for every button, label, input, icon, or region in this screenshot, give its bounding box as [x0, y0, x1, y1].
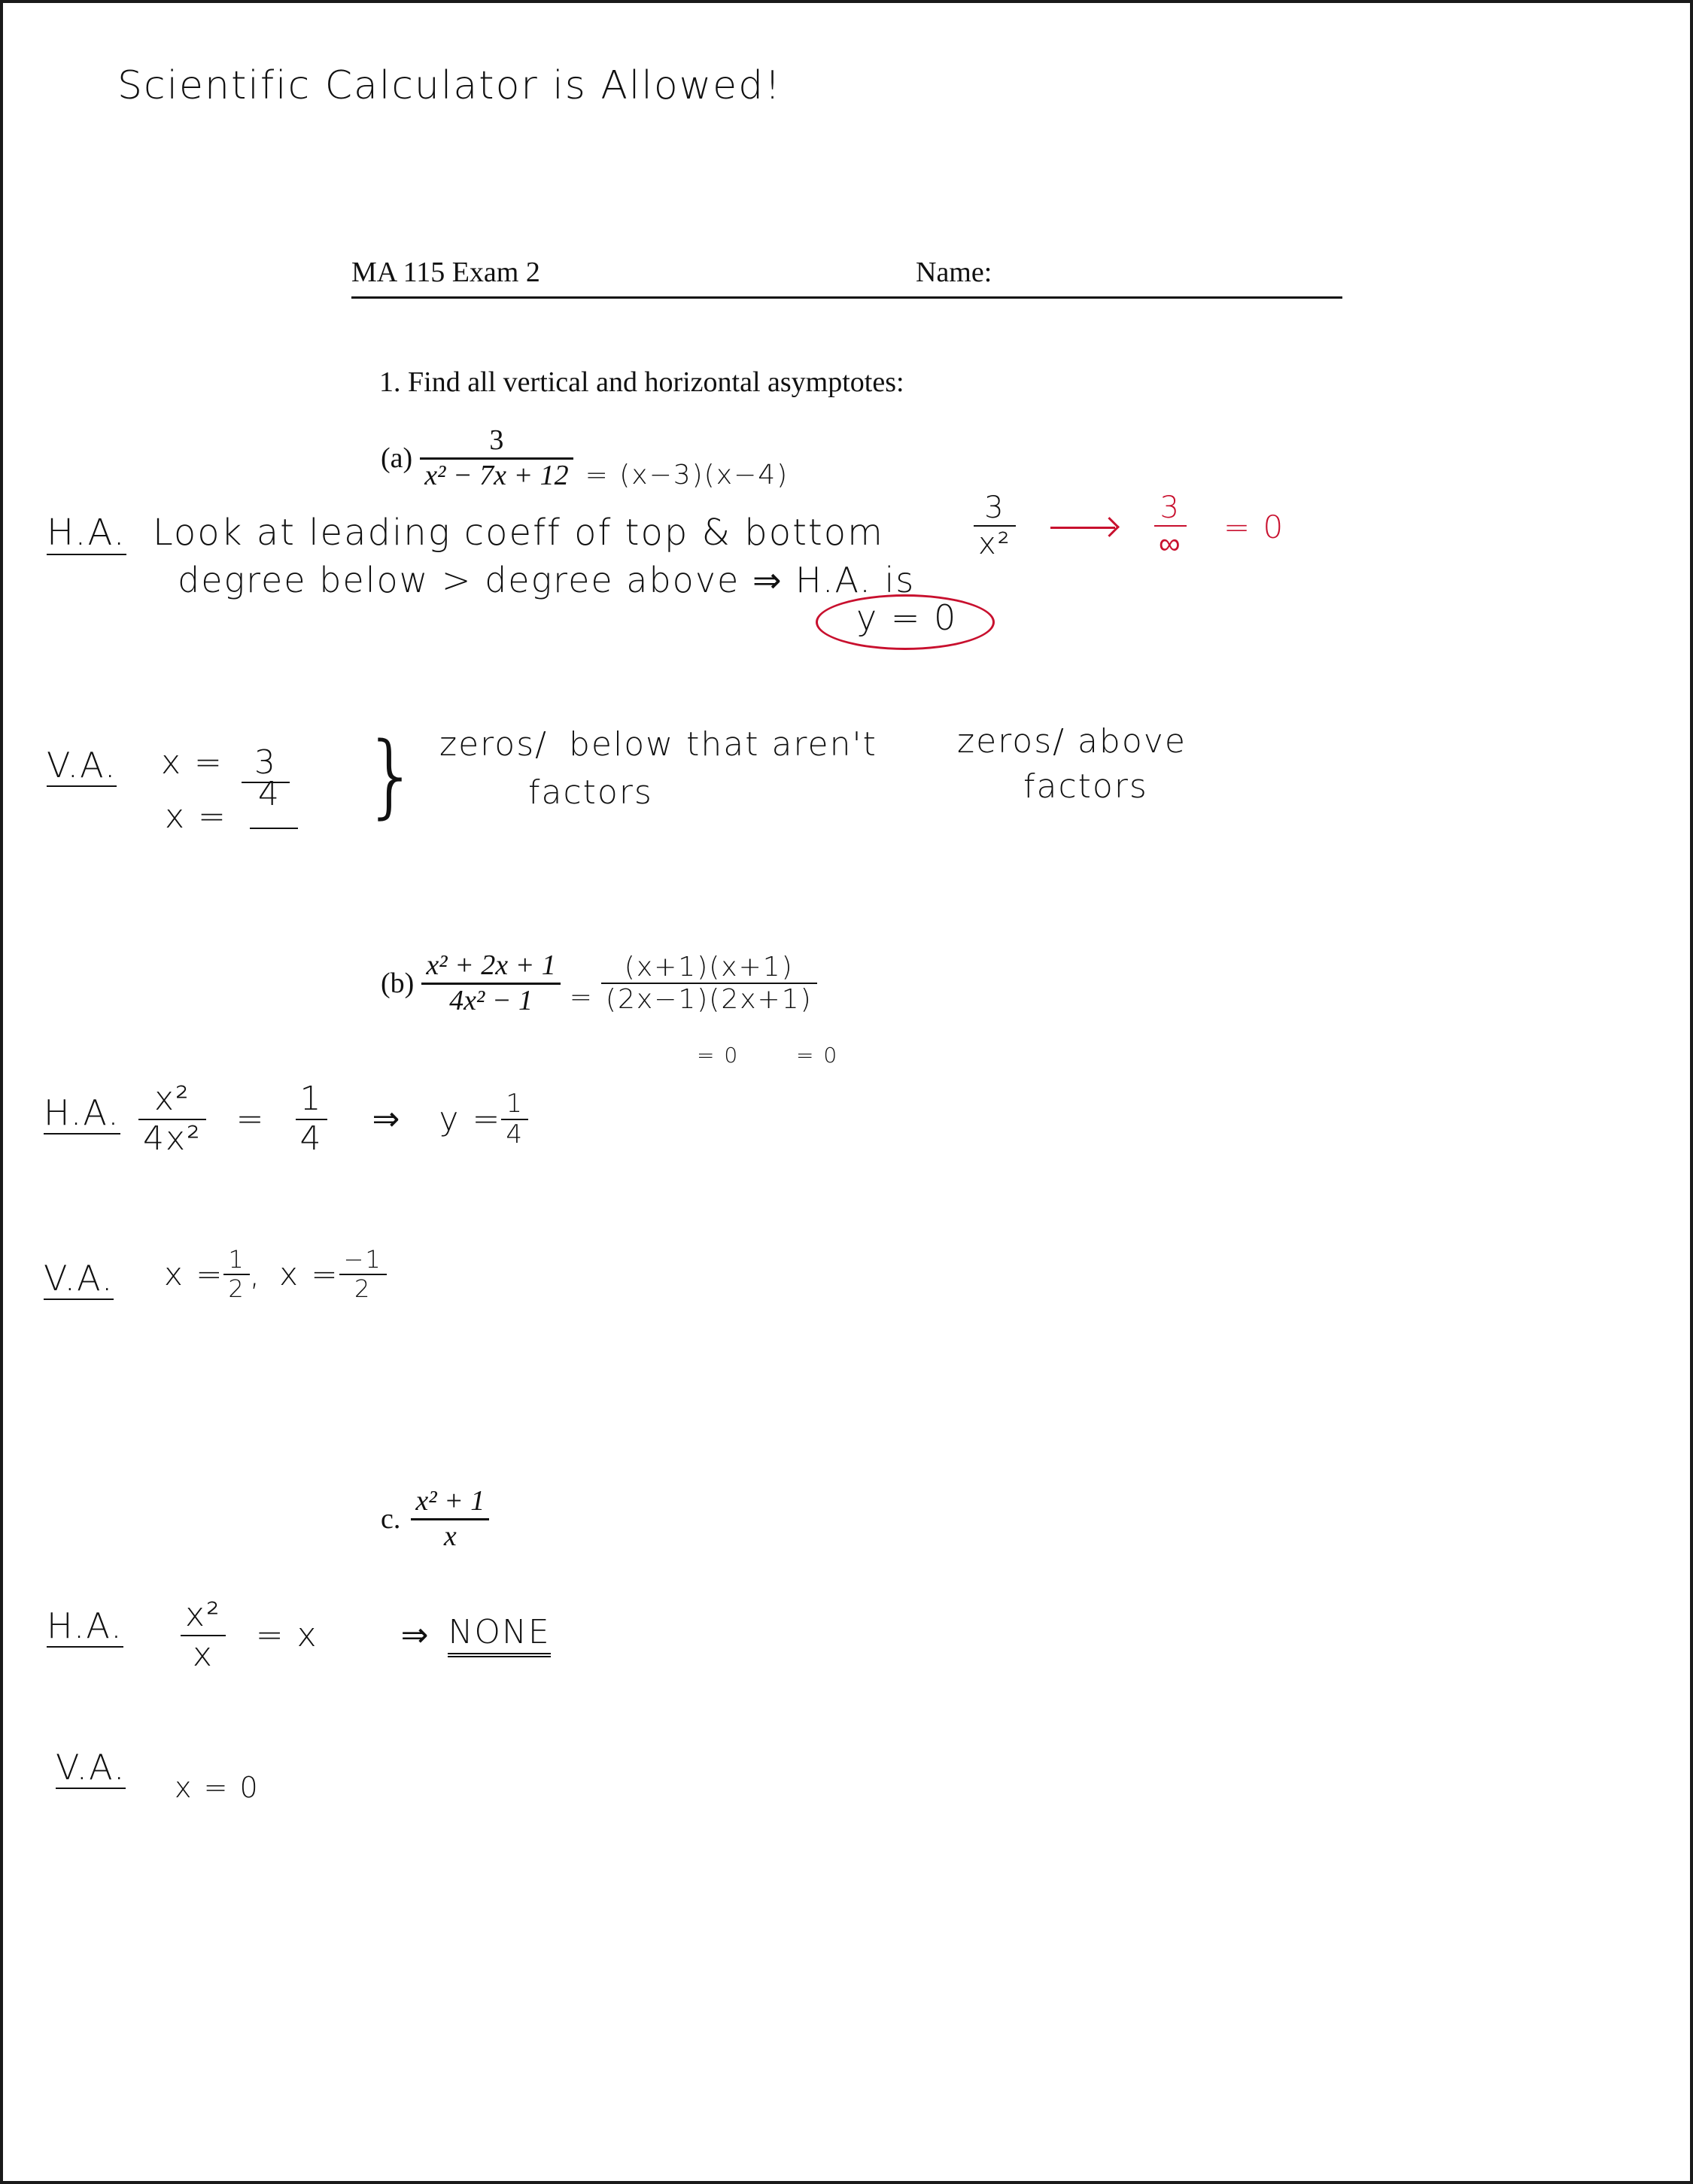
zero-mark-2: = 0 — [796, 1043, 839, 1068]
part-a-expression — [381, 424, 789, 492]
va-note2-above: above — [1077, 722, 1187, 761]
va2-lhs: x = — [279, 1256, 339, 1293]
red-num: 3 — [1160, 491, 1181, 525]
part-b-factored-num: (x+1)(x+1) — [624, 951, 794, 983]
va1-frac — [223, 1246, 249, 1303]
part-b-ha-frac — [138, 1080, 206, 1158]
question-prompt — [379, 366, 904, 399]
ha-eq: = — [236, 1100, 266, 1139]
part-c-va-label: V.A. — [56, 1747, 126, 1788]
brace-icon: } — [363, 724, 421, 828]
side-fraction-inner — [974, 491, 1016, 561]
red-fraction — [1154, 491, 1187, 561]
header-rule — [351, 296, 1342, 299]
side-fraction — [974, 491, 1016, 561]
part-b-expression — [381, 949, 817, 1017]
part-b-ha-label: H.A. — [44, 1092, 120, 1133]
va-eq2-val: 4 — [257, 775, 281, 813]
part-a-va-note1-sub: factors — [528, 773, 653, 812]
part-c-expression — [381, 1485, 489, 1553]
part-c-ha-label-wrap — [47, 1605, 123, 1646]
red-result: = 0 — [1223, 509, 1285, 545]
part-a-va-label: V.A. — [47, 745, 117, 785]
part-b-va-label-wrap — [44, 1258, 114, 1299]
implies-icon: ⇒ — [372, 1100, 402, 1139]
part-a-ha-answer: y = 0 — [856, 597, 958, 638]
part-a-ha-line2: degree below > degree above ⇒ H.A. is — [178, 560, 916, 600]
va1-lhs: x = — [164, 1256, 224, 1293]
part-c-label: c. — [381, 1503, 401, 1535]
ha-den: 4x² — [143, 1119, 202, 1158]
part-b-eq: = — [569, 981, 594, 1013]
part-b-fraction — [421, 949, 560, 1017]
part-a-fraction — [420, 424, 573, 492]
part-a-va-note2 — [957, 722, 1187, 761]
part-b-label: (b) — [381, 967, 415, 1000]
part-b-numerator: x² + 2x + 1 — [426, 949, 556, 981]
part-b-ha-quarter — [296, 1080, 327, 1158]
part-a-numerator: 3 — [489, 424, 504, 456]
part-a-ha-label: H.A. — [47, 512, 126, 554]
c-ha-den: x — [192, 1635, 214, 1674]
red-fraction-inner — [1154, 491, 1187, 561]
side-num: 3 — [984, 491, 1005, 525]
part-b-va-label: V.A. — [44, 1258, 114, 1299]
side-den: x² — [978, 527, 1011, 561]
part-c-denominator: x — [443, 1520, 457, 1552]
ha-quarter-den: 4 — [299, 1119, 323, 1158]
part-a-denominator: x² − 7x + 12 — [424, 459, 569, 491]
va2-num: −1 — [343, 1245, 382, 1274]
ha-answer-lhs: y = — [439, 1100, 502, 1139]
va-eq2-blank — [250, 828, 298, 829]
implies-icon: ⇒ — [400, 1616, 430, 1655]
ha-quarter-num: 1 — [299, 1080, 323, 1118]
va-note2-zeros: zeros/ — [957, 722, 1065, 761]
part-c-ha-label: H.A. — [47, 1605, 123, 1646]
part-b-ha-work — [138, 1080, 528, 1158]
va-sep: , — [249, 1256, 262, 1293]
part-a-va-note-mid: below that aren't — [569, 725, 877, 764]
part-a-va-label-wrap — [47, 745, 117, 785]
ha-num: x² — [153, 1080, 190, 1118]
part-b-factored — [601, 952, 817, 1016]
c-ha-num: x² — [185, 1596, 221, 1634]
part-a-ha-text1: Look at leading coeff of top & bottom — [153, 512, 884, 554]
part-a-va-eq2 — [165, 775, 293, 836]
part-a-va-note1: zeros/ — [439, 725, 548, 764]
red-den: ∞ — [1159, 527, 1182, 561]
part-c-ha-frac — [181, 1596, 226, 1674]
va-eq1-val: 3 — [242, 743, 290, 783]
part-b-denominator: 4x² − 1 — [449, 984, 533, 1016]
ha-answer-den: 4 — [506, 1119, 524, 1150]
va-eq2-lhs: x = — [165, 797, 227, 836]
part-b-ha-answer-frac — [501, 1089, 528, 1150]
c-ha-answer: NONE — [448, 1613, 550, 1657]
va1-num: 1 — [228, 1245, 245, 1274]
part-c-fraction — [411, 1485, 489, 1553]
name-label: Name: — [916, 257, 992, 288]
question-text: Find all vertical and horizontal asymptotes: — [408, 366, 904, 398]
part-c-numerator: x² + 1 — [415, 1485, 485, 1517]
ha-answer-num: 1 — [506, 1088, 524, 1119]
part-b-ha-label-wrap — [44, 1092, 120, 1133]
part-b-va-work — [164, 1246, 387, 1303]
va1-den: 2 — [228, 1274, 245, 1303]
va-eq1-lhs: x = — [161, 743, 223, 782]
va2-frac — [339, 1246, 387, 1303]
course-title: MA 115 Exam 2 — [351, 257, 540, 288]
c-ha-eq: = x — [255, 1616, 318, 1655]
part-a-factored: = (x−3)(x−4) — [585, 459, 789, 491]
calculator-note: Scientific Calculator is Allowed! — [117, 63, 783, 108]
zero-mark-1: = 0 — [697, 1043, 740, 1068]
part-c-va-answer: x = 0 — [175, 1771, 260, 1804]
question-number: 1. — [379, 366, 401, 398]
part-c-va-label-wrap — [56, 1747, 126, 1788]
part-a-label: (a) — [381, 442, 413, 475]
va2-den: 2 — [354, 1274, 372, 1303]
part-b-factored-den: (2x−1)(2x+1) — [605, 984, 813, 1016]
part-a-va-note2-sub: factors — [1023, 767, 1148, 806]
red-arrow-icon — [1050, 527, 1115, 529]
part-c-ha-work — [181, 1596, 551, 1674]
part-a-ha-line1 — [47, 512, 884, 554]
